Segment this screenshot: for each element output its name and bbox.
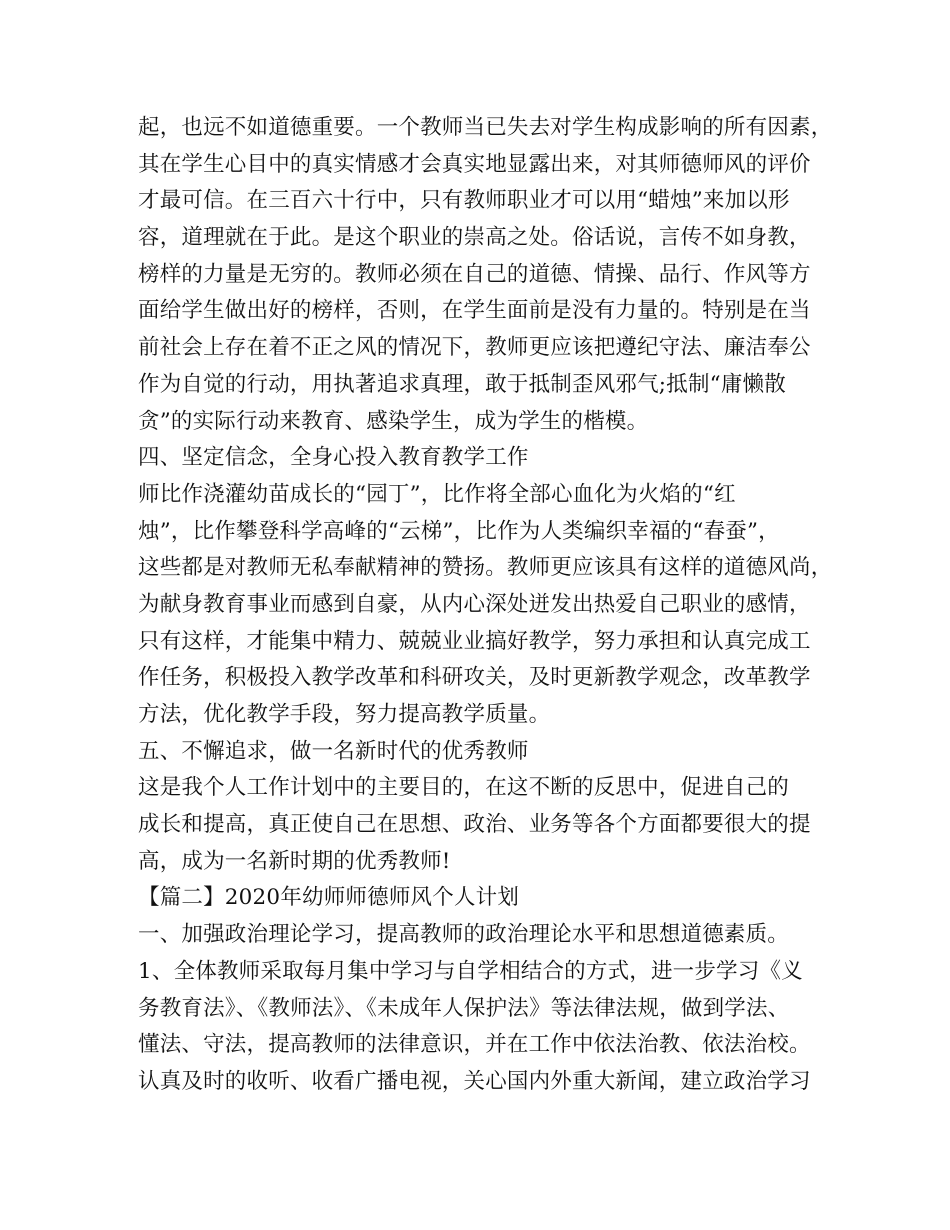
- section-heading: 一、加强政治理论学习，提高教师的政治理论水平和思想道德素质。: [138, 922, 790, 948]
- text-line: 面给学生做出好的榜样，否则，在学生面前是没有力量的。特别是在当: [138, 298, 811, 324]
- text-line: 其在学生心目中的真实情感才会真实地显露出来，对其师德师风的评价: [138, 151, 811, 177]
- text-line: 烛”，比作攀登科学高峰的“云梯”，比作为人类编织幸福的“春蚕”，: [138, 518, 780, 544]
- text-line: 成长和提高，真正使自己在思想、政治、业务等各个方面都要很大的提: [138, 812, 811, 838]
- text-line: 起，也远不如道德重要。一个教师当已失去对学生构成影响的所有因素，: [138, 115, 833, 140]
- text-line: 认真及时的收听、收看广播电视，关心国内外重大新闻，建立政治学习: [138, 1068, 811, 1094]
- section-heading: 五、不懈追求，做一名新时代的优秀教师: [138, 738, 529, 764]
- text-line: 师比作浇灌幼苗成长的“园丁”，比作将全部心血化为火焰的“红: [138, 481, 736, 507]
- text-line: 作任务，积极投入教学改革和科研攻关，及时更新教学观念，改革教学: [138, 665, 811, 691]
- text-line: 作为自觉的行动，用执著追求真理，敢于抵制歪风邪气;抵制“庸懒散: [138, 371, 786, 397]
- text-line: 榜样的力量是无穷的。教师必须在自己的道德、情操、品行、作风等方: [138, 261, 811, 287]
- text-line: 才最可信。在三百六十行中，只有教师职业才可以用“蜡烛”来加以形: [138, 188, 790, 214]
- text-line: 这是我个人工作计划中的主要目的，在这不断的反思中，促进自己的: [138, 775, 790, 801]
- text-line: 这些都是对教师无私奉献精神的赞扬。教师更应该具有这样的道德风尚，: [138, 555, 833, 581]
- text-line: 贪”的实际行动来教育、感染学生，成为学生的楷模。: [138, 408, 649, 434]
- text-line: 前社会上存在着不正之风的情况下，教师更应该把遵纪守法、廉洁奉公: [138, 335, 811, 361]
- text-line: 高，成为一名新时期的优秀教师!: [138, 848, 451, 874]
- text-line: 为献身教育事业而感到自豪，从内心深处迸发出热爱自己职业的感情，: [138, 591, 811, 617]
- text-line: 只有这样，才能集中精力、兢兢业业搞好教学，努力承担和认真完成工: [138, 628, 811, 654]
- text-line: 1、全体教师采取每月集中学习与自学相结合的方式，进一步学习《义: [138, 958, 803, 984]
- article-heading: 【篇二】2020年幼师师德师风个人计划: [138, 885, 520, 911]
- document-body: [138, 110, 833, 1101]
- text-line: 懂法、守法，提高教师的法律意识，并在工作中依法治教、依法治校。: [138, 1032, 811, 1058]
- text-line: 务教育法》、《教师法》、《未成年人保护法》等法律法规，做到学法、: [138, 995, 790, 1021]
- text-line: 方法，优化教学手段，努力提高教学质量。: [138, 702, 551, 727]
- section-heading: 四、坚定信念，全身心投入教育教学工作: [138, 445, 529, 471]
- text-line: 容，道理就在于此。是这个职业的崇高之处。俗话说，言传不如身教，: [138, 225, 811, 251]
